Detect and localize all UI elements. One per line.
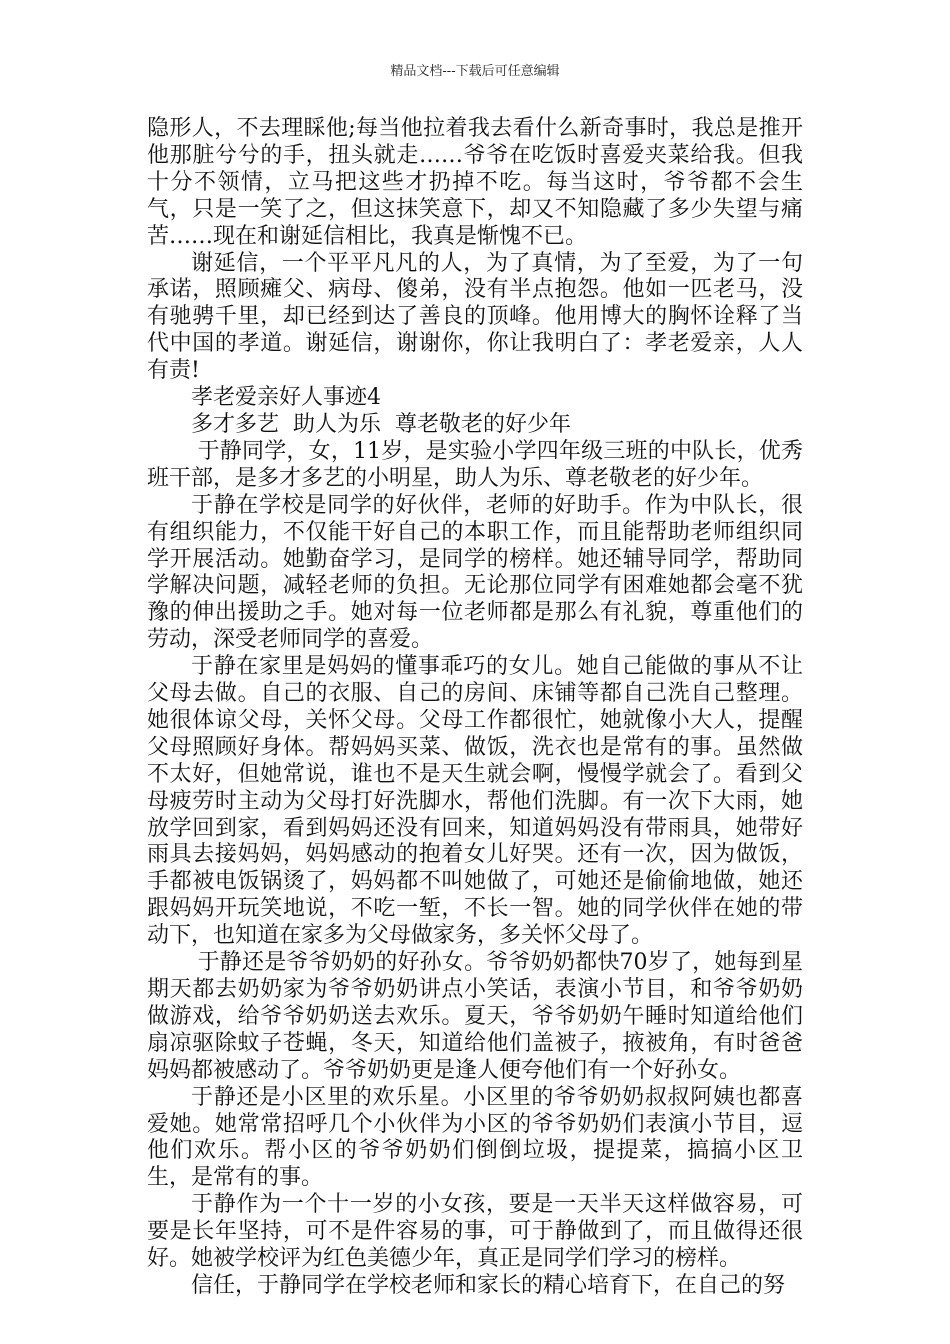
paragraph-xie-yanxin: 谢延信，一个平平凡凡的人，为了真情，为了至爱，为了一句承诺，照顾瘫父、病母、傻弟，没有半点抱怨。他如一匹老马，没有驰骋千里，却已经到达了善良的顶峰。他用博大的胸怀诠释了当代中国的孝道。谢延信，谢谢你，你让我明白了：孝老爱亲，人人有责! [147,250,803,384]
section-subtitle: 多才多艺 助人为乐 尊老敬老的好少年 [191,411,571,437]
document-body [147,116,803,1300]
paragraph-persistence: 于静作为一个十一岁的小女孩，要是一天半天这样做容易，可要是长年坚持，可不是件容易的事，可于静做到了，而且做得还很好。她被学校评为红色美德少年，真正是同学们学习的榜样。 [147,1192,803,1272]
page-header: 精品文档---下载后可任意编辑 [390,64,560,79]
paragraph-intro: 于静同学，女，11岁，是实验小学四年级三班的中队长，优秀班干部，是多才多艺的小明星，助人为乐、尊老敬老的好少年。 [147,438,803,491]
paragraph-grandparents: 于静还是爷爷奶奶的好孙女。爷爷奶奶都快70岁了，她每到星期天都去奶奶家为爷爷奶奶讲点小笑话，表演小节目，和爷爷奶奶做游戏，给爷爷奶奶送去欢乐。夏天，爷爷奶奶午睡时知道给他们扇凉驱除蚊子苍蝇，冬天，知道给他们盖被子，掖被角，有时爸爸妈妈都被感动了。爷爷奶奶更是逢人便夸他们有一个好孙女。 [147,950,803,1083]
paragraph-continuation: 隐形人，不去理睬他;每当他拉着我去看什么新奇事时，我总是推开他那脏兮兮的手，扭头就走……爷爷在吃饭时喜爱夹菜给我。但我十分不领情，立马把这些才扔掉不吃。每当这时，爷爷都不会生气，只是一笑了之，但这抹笑意下，却又不知隐藏了多少失望与痛苦……现在和谢延信相比，我真是惭愧不已。 [147,116,803,249]
section-heading: 孝老爱亲好人事迹4 [191,385,381,411]
paragraph-home: 于静在家里是妈妈的懂事乖巧的女儿。她自己能做的事从不让父母去做。自己的衣服、自己的房间、床铺等都自己洗自己整理。她很体谅父母，关怀父母。父母工作都很忙，她就像小大人，提醒父母照顾好身体。帮妈妈买菜、做饭，洗衣也是常有的事。虽然做不太好，但她常说，谁也不是天生就会啊，慢慢学就会了。看到父母疲劳时主动为父母打好洗脚水，帮他们洗脚。有一次下大雨，她放学回到家，看到妈妈还没有回来，知道妈妈没有带雨具，她带好雨具去接妈妈，妈妈感动的抱着女儿好哭。还有一次，因为做饭，手都被电饭锅烫了，妈妈都不叫她做了，可她还是偷偷地做，她还跟妈妈开玩笑地说，不吃一堑，不长一智。她的同学伙伴在她的带动下，也知道在家多为父母做家务，多关怀父母了。 [147,654,803,949]
paragraph-closing: 信任，于静同学在学校老师和家长的精心培育下，在自己的努 [191,1272,786,1298]
paragraph-community: 于静还是小区里的欢乐星。小区里的爷爷奶奶叔叔阿姨也都喜爱她。她常常招呼几个小伙伴为小区的爷爷奶奶们表演小节目，逗他们欢乐。帮小区的爷爷奶奶们倒倒垃圾，提提菜，搞搞小区卫生，是常有的事。 [147,1084,803,1191]
paragraph-school: 于静在学校是同学的好伙伴，老师的好助手。作为中队长，很有组织能力，不仅能干好自己的本职工作，而且能帮助老师组织同学开展活动。她勤奋学习，是同学的榜样。她还辅导同学，帮助同学解决问题，减轻老师的负担。无论那位同学有困难她都会毫不犹豫的伸出援助之手。她对每一位老师都是那么有礼貌，尊重他们的劳动，深受老师同学的喜爱。 [147,492,803,653]
